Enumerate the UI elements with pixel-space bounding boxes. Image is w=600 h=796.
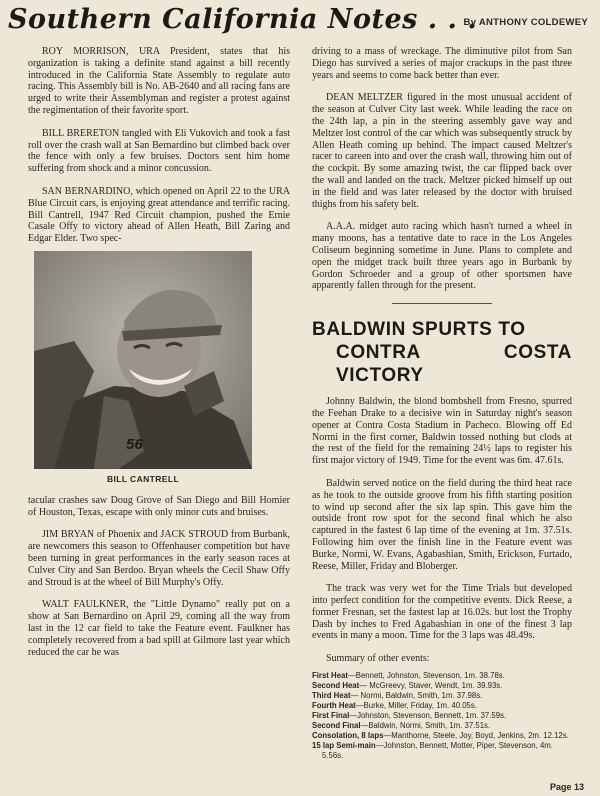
paragraph-morrison: ROY MORRISON, URA President, states that his organization is taking a definite stand against a bill recently introduced in the California State Assembly to regulate auto racing. This Assembly bill is No. AB-2640 and all racing fans are urged to write their Assemblyman and register a protest against the regimentation of their favorite sport. [28,46,290,116]
photo-caption: BILL CANTRELL [106,473,180,484]
summary-item: Fourth Heat—Burke, Miller, Friday, 1m. 40.05s. [312,701,477,711]
left-column [28,46,290,669]
paragraph-meltzer: DEAN MELTZER figured in the most unusual accident of the season at Culver City last week. While leading the race on the 24th lap, a pin in the steering assembly gave way and Meltzer lost control of the car which was subsequently struck by Allen Heath coming up behind. The impact caused Meltzer's racer to careen into and over the crash wall, throwing him out of the cockpit. By some amazing twist, the car flipped back over the wall and landed on the track. Meltzer picked himself up out in the field and was later released by the doctor with bruised thighs from his safety belt. [312,92,572,210]
summary-item: First Final—Johnston, Stevenson, Bennett, 1m. 37.59s. [312,711,507,721]
summary-item: First Heat—Bennett, Johnston, Stevenson, 1m. 38.78s. [312,671,505,681]
headline-line-1: BALDWIN SPURTS TO [312,319,526,341]
summary-item: 15 lap Semi-main—Johnston, Bennett, Motter, Piper, Stevenson, 4m. 5.56s. [312,741,553,761]
page-number: Page 13 [549,782,584,792]
summary-item: Second Final—Baldwin, Normi, Smith, 1m. 37.51s. [312,721,491,731]
summary-heading: Summary of other events: [326,653,430,665]
paragraph-bryan-stroud: JIM BRYAN of Phoenix and JACK STROUD from Burbank, are newcomers this season to Offenhauser competition but have been turning in great performances in the early season races at Culver City and San Berdoo. Bryan wheels the Cecil Shaw Offy and Stroud is at the wheel of Bill Murphy's Offy. [28,529,290,588]
byline: By ANTHONY COLDEWEY [463,17,588,28]
summary-item: Second Heat— McGreevy, Staver, Wendt, 1m. 39.93s. [312,681,503,691]
article-headline [312,318,572,387]
summary-list [312,671,572,761]
car-number: 56 [126,435,143,453]
paragraph-faulkner-continued: driving to a mass of wreckage. The diminutive pilot from San Diego has survived a series of major crackups in the past three years and seems to come back better than ever. [312,46,572,81]
paragraph-baldwin-heat: Baldwin served notice on the field during the third heat race as he took to the outside groove from his fifth starting position to wind up second after the six lap spin. This gave him the outside front row spot for the second final which he also captured in the fastest 6 lap time of the evening at 1m. 37.51s. Following him over the finish line in the Feature event was Burke, Normi, W. Evans, Agabashian, Smith, Erickson, Furtado, Reese, Miller, Friday and Bloberger. [312,477,572,572]
paragraph-aaa-midget: A.A.A. midget auto racing which hasn't turned a wheel in many moons, has a tentative date to race in the Los Angeles Coliseum beginning sometime in June. Plans to complete and open the midget track built three years ago in Burbank by Gordon Schroeder and a group of other sportsmen have apparently fallen through for the present. [312,221,572,292]
summary-item: Third Heat— Normi, Baldwin, Smith, 1m. 37.98s. [312,691,483,701]
paragraph-brereton: BILL BRERETON tangled with Eli Vukovich and took a fast roll over the crash wall at San Bernardino but climbed back over the fence with only a few bruises. Doctors sent him home suffering from shock and a minor concussion. [28,127,290,175]
paragraph-faulkner: WALT FAULKNER, the "Little Dynamo" really put on a show at San Bernardino on April 29, coming all the way from last in the 12 car field to take the Feature event. Faulkner has completely recovered from a bad spill at Gilmore last year which reduced the car he was [28,599,290,658]
section-divider [392,303,492,304]
driver-photo [34,251,252,469]
paragraph-spectacular-crashes: tacular crashes saw Doug Grove of San Diego and Bill Homier of Houston, Texas, escape with only minor cuts and bruises. [28,494,290,518]
summary-item: Consolation, 8 laps—Manthorne, Steele, Joy, Boyd, Jenkins, 2m. 12.12s. [312,731,569,741]
paragraph-baldwin-intro: Johnny Baldwin, the blond bombshell from Fresno, spurred the Feehan Drake to a decisive win in Saturday night's season opener at Contra Costa Stadium in Pacheco. Blowing off Ed Normi in the first corner, Baldwin tossed nothing but clods at the rest of the field for the remaining 24½ laps to register his first major victory of 1949. Time for the event was 6m. 47.61s. [312,396,572,467]
paragraph-time-trials: The track was very wet for the Time Trials but developed into perfect condition for the competitive events. Dick Reese, a former Fresnan, set the fastest lap at 16.02s. but lost the Trophy Dash by inches to Fred Agabashian in one of the finest 3 lap events in many a moon. Time for the 3 laps was 48.49s. [312,583,572,642]
paragraph-san-bernardino: SAN BERNARDINO, which opened on April 22 to the URA Blue Circuit cars, is enjoying great attendance and terrific racing. Bill Cantrell, 1947 Red Circuit champion, pushed the Ernie Casale Offy to victory ahead of Allen Heath, Bill Zaring and Edgar Elder. Two spec- [28,185,290,245]
headline-line-2: CONTRA COSTA VICTORY [336,342,572,387]
driver-portrait-illustration [34,251,252,469]
right-column [312,46,572,761]
column-title: Southern California Notes . . . [8,4,478,35]
masthead [8,4,588,44]
